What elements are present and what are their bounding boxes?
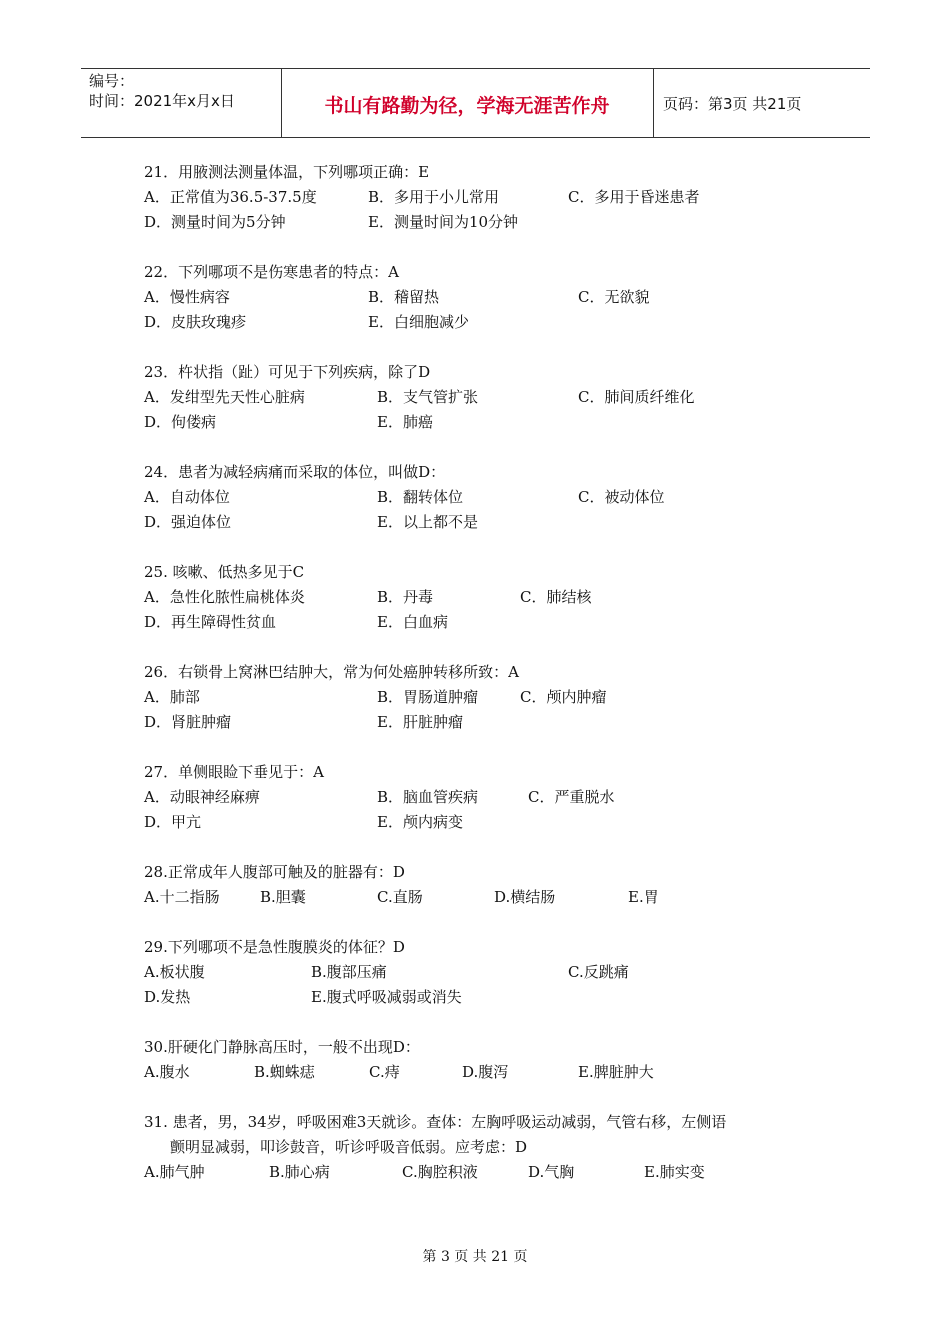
- option-row: [144, 985, 824, 1010]
- option-row: [144, 385, 824, 410]
- option-row: [144, 610, 824, 635]
- question-block: [144, 460, 824, 535]
- option-row: [144, 710, 824, 735]
- answer-option: B．稽留热: [368, 288, 440, 306]
- answer-option: A．动眼神经麻痹: [144, 788, 260, 806]
- answer-option: C．颅内肿瘤: [520, 688, 607, 706]
- answer-option: D.发热: [144, 988, 191, 1006]
- answer-option: A.腹水: [144, 1063, 190, 1081]
- answer-option: E．白血病: [377, 613, 448, 631]
- motto: 书山有路勤为径，学海无涯苦作舟: [324, 95, 610, 117]
- option-row: [144, 785, 824, 810]
- code-label: 编号：: [89, 72, 135, 90]
- answer-option: B．丹毒: [377, 588, 434, 606]
- answer-option: C．无欲貌: [578, 288, 650, 306]
- answer-option: B．脑血管疾病: [377, 788, 479, 806]
- answer-option: B．翻转体位: [377, 488, 464, 506]
- question-stem: 31. 患者，男，34岁，呼吸困难3天就诊。查体：左胸呼吸运动减弱，气管右移，左侧语: [144, 1113, 727, 1131]
- option-row: [144, 310, 824, 335]
- question-block: [144, 1035, 824, 1085]
- answer-option: C．肺结核: [520, 588, 592, 606]
- answer-option: C．肺间质纤维化: [578, 388, 695, 406]
- question-stem: 29.下列哪项不是急性腹膜炎的体征？D: [144, 938, 405, 956]
- question-stem: 26．右锁骨上窝淋巴结肿大，常为何处癌肿转移所致：A: [144, 663, 519, 681]
- answer-option: E．测量时间为10分钟: [368, 213, 519, 231]
- answer-option: D．甲亢: [144, 813, 202, 831]
- answer-option: E.脾脏肿大: [578, 1063, 654, 1081]
- option-row: [144, 510, 824, 535]
- answer-option: E．肺癌: [377, 413, 433, 431]
- question-stem-continued: 颤明显减弱，叩诊鼓音，听诊呼吸音低弱。应考虑：D: [170, 1138, 528, 1156]
- answer-option: C.痔: [369, 1063, 400, 1081]
- option-row: [144, 485, 824, 510]
- question-stem: 23．杵状指（趾）可见于下列疾病，除了D: [144, 363, 431, 381]
- answer-option: E.胃: [628, 888, 659, 906]
- answer-option: A．正常值为36.5-37.5度: [144, 188, 317, 206]
- question-stem: 25. 咳嗽、低热多见于C: [144, 563, 305, 581]
- question-stem: 22．下列哪项不是伤寒患者的特点：A: [144, 263, 399, 281]
- answer-option: C.反跳痛: [568, 963, 629, 981]
- answer-option: D．再生障碍性贫血: [144, 613, 277, 631]
- option-row: [144, 685, 824, 710]
- header-divider: [653, 69, 654, 137]
- answer-option: C.直肠: [377, 888, 423, 906]
- header-table: [81, 68, 870, 138]
- question-block: [144, 1110, 824, 1185]
- answer-option: B．多用于小儿常用: [368, 188, 500, 206]
- page-label: 页码：第3页 共21页: [663, 95, 802, 113]
- answer-option: E.腹式呼吸减弱或消失: [311, 988, 462, 1006]
- answer-option: D．佝偻病: [144, 413, 217, 431]
- question-stem: 30.肝硬化门静脉高压时，一般不出现D：: [144, 1038, 420, 1056]
- answer-option: E．以上都不是: [377, 513, 478, 531]
- question-stem: 28.正常成年人腹部可触及的脏器有：D: [144, 863, 405, 881]
- option-row: [144, 410, 824, 435]
- option-row: [144, 1060, 824, 1085]
- option-row: [144, 285, 824, 310]
- answer-option: D．测量时间为5分钟: [144, 213, 286, 231]
- answer-option: C．严重脱水: [528, 788, 615, 806]
- answer-option: C.胸腔积液: [402, 1163, 478, 1181]
- question-block: [144, 860, 824, 910]
- answer-option: E．白细胞减少: [368, 313, 469, 331]
- answer-option: A．自动体位: [144, 488, 230, 506]
- question-list: [144, 160, 824, 1210]
- answer-option: B．支气管扩张: [377, 388, 479, 406]
- answer-option: E．肝脏肿瘤: [377, 713, 463, 731]
- question-block: [144, 760, 824, 835]
- question-block: [144, 160, 824, 235]
- question-stem: 27．单侧眼睑下垂见于：A: [144, 763, 324, 781]
- header-meta: [89, 71, 235, 111]
- time-label: 时间：2021年x月x日: [89, 92, 235, 110]
- answer-option: A.板状腹: [144, 963, 205, 981]
- answer-option: B.蜘蛛痣: [254, 1063, 315, 1081]
- question-block: [144, 360, 824, 435]
- question-block: [144, 660, 824, 735]
- answer-option: D.气胸: [528, 1163, 575, 1181]
- option-row: [144, 185, 824, 210]
- question-stem: 21．用腋测法测量体温，下列哪项正确：E: [144, 163, 430, 181]
- question-block: [144, 260, 824, 335]
- option-row: [144, 1160, 824, 1185]
- option-row: [144, 885, 824, 910]
- answer-option: D．皮肤玫瑰疹: [144, 313, 247, 331]
- page-footer: 第 3 页 共 21 页: [422, 1249, 528, 1265]
- question-stem: 24．患者为减轻病痛而采取的体位，叫做D：: [144, 463, 446, 481]
- option-row: [144, 585, 824, 610]
- answer-option: E．颅内病变: [377, 813, 463, 831]
- answer-option: A．发绀型先天性心脏病: [144, 388, 305, 406]
- option-row: [144, 810, 824, 835]
- answer-option: D．强迫体位: [144, 513, 232, 531]
- answer-option: A．慢性病容: [144, 288, 230, 306]
- answer-option: C．被动体位: [578, 488, 665, 506]
- answer-option: E.肺实变: [644, 1163, 705, 1181]
- option-row: [144, 210, 824, 235]
- answer-option: C．多用于昏迷患者: [568, 188, 700, 206]
- question-block: [144, 935, 824, 1010]
- answer-option: D．肾脏肿瘤: [144, 713, 232, 731]
- answer-option: B.肺心病: [269, 1163, 330, 1181]
- question-block: [144, 560, 824, 635]
- answer-option: A.肺气肿: [144, 1163, 205, 1181]
- option-row: [144, 960, 824, 985]
- answer-option: A.十二指肠: [144, 888, 220, 906]
- answer-option: B.胆囊: [260, 888, 306, 906]
- answer-option: D.腹泻: [462, 1063, 509, 1081]
- answer-option: A．肺部: [144, 688, 200, 706]
- answer-option: A．急性化脓性扁桃体炎: [144, 588, 305, 606]
- answer-option: D.横结肠: [494, 888, 556, 906]
- answer-option: B.腹部压痛: [311, 963, 387, 981]
- answer-option: B．胃肠道肿瘤: [377, 688, 479, 706]
